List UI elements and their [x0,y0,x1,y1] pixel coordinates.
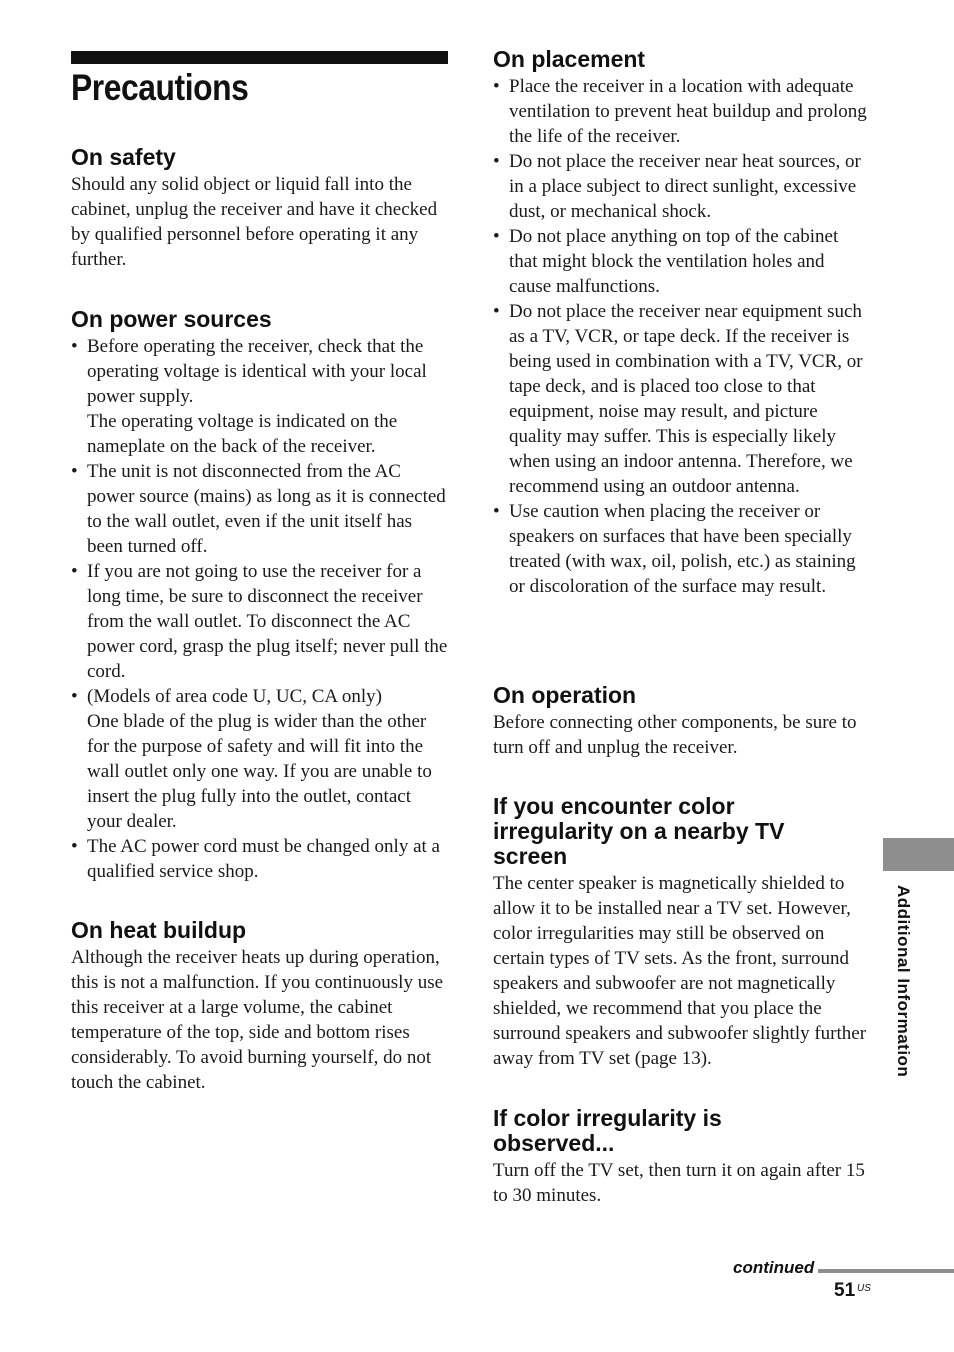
section-heading: On safety [71,144,176,170]
section-on-power-sources [71,307,449,884]
section-heading: If you encounter color irregularity on a nearby TV screen [493,793,785,869]
list-item: • The unit is not disconnected from the AC power source (mains) as long as it is connected to the wall outlet, even if the unit itself has been turned off. [71,459,449,559]
section-text: Turn off the TV set, then turn it on again after 15 to 30 minutes. [493,1160,865,1206]
list-item: • Do not place the receiver near equipment such as a TV, VCR, or tape deck. If the receiver is being used in combination with a TV, VCR, or tape deck, and is placed too close to that equipment, noise may result, and picture quality may suffer. This is especially likely when using an indoor antenna. Therefore, we recommend using an outdoor antenna. [493,299,871,499]
list-item: • The AC power cord must be changed only at a qualified service shop. [71,834,449,884]
section-on-placement [493,47,871,599]
continued-rule [818,1269,954,1273]
list-item: • Place the receiver in a location with adequate ventilation to prevent heat buildup and prolong the life of the receiver. [493,74,871,149]
list-item: • (Models of area code U, UC, CA only) One blade of the plug is wider than the other for the purpose of safety and will fit into the wall outlet only one way. If you are unable to insert the plug fully into the outlet, contact your dealer. [71,684,449,834]
section-heading: On power sources [71,306,272,332]
section-color-irregularity [493,793,867,1071]
bullet-list [493,74,871,599]
section-irregularity-observed [493,1105,865,1208]
section-heading: If color irregularity is observed... [493,1105,722,1156]
section-heading: On operation [493,682,637,708]
section-heading: On heat buildup [71,917,247,943]
section-heading: On placement [493,46,646,72]
side-tab-marker [883,838,954,871]
page-region-suffix: US [857,1283,871,1294]
section-text: Before connecting other components, be sure to turn off and unplug the receiver. [493,712,857,758]
continued-label: continued [733,1258,815,1277]
section-on-safety [71,145,449,272]
page-title: Precautions [71,67,249,108]
section-text: Should any solid object or liquid fall into the cabinet, unplug the receiver and have it checked by qualified personnel before operating it any further. [71,174,438,270]
bullet-list [71,334,449,884]
title-bar [71,51,448,64]
section-text: Although the receiver heats up during operation, this is not a malfunction. If you continuously use this receiver at a large volume, the cabinet temperature of the top, side and bottom rises considerably. To avoid burning yourself, do not touch the cabinet. [71,947,444,1093]
list-item: • If you are not going to use the receiver for a long time, be sure to disconnect the receiver from the wall outlet. To disconnect the AC power cord, grasp the plug itself; never pull the cord. [71,559,449,684]
section-text: The center speaker is magnetically shielded to allow it to be installed near a TV set. However, color irregularities may still be observed on certain types of TV sets. As the front, surround speakers and subwoofer are not magnetically shielded, we recommend that you place the surround speakers and subwoofer slightly further away from TV set (page 13). [493,873,867,1069]
section-on-operation [493,683,871,760]
list-item: • Before operating the receiver, check that the operating voltage is identical with your local power supply. The operating voltage is indicated on the nameplate on the back of the receiver. [71,334,449,459]
section-on-heat-buildup [71,918,449,1095]
list-item: • Do not place anything on top of the cabinet that might block the ventilation holes and cause malfunctions. [493,224,871,299]
side-tab-label: Additional Information [894,885,913,1078]
list-item: • Use caution when placing the receiver or speakers on surfaces that have been specially treated (with wax, oil, polish, etc.) as staining or discoloration of the surface may result. [493,499,871,599]
list-item: • Do not place the receiver near heat sources, or in a place subject to direct sunlight, excessive dust, or mechanical shock. [493,149,871,224]
page-number: 51 [834,1280,856,1301]
